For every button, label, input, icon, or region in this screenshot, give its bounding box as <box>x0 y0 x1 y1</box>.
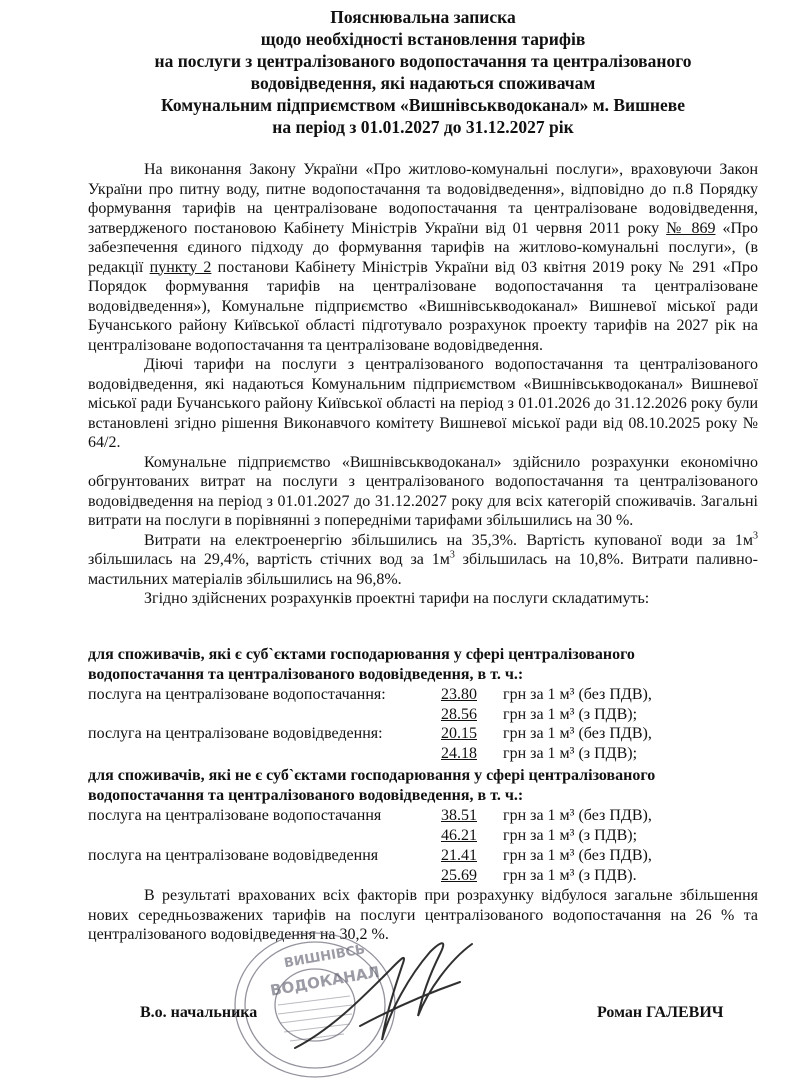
tariff-label: послуга на централізоване водовідведення <box>88 847 379 864</box>
tariff-row <box>88 705 758 725</box>
tariff-label: послуга на централізоване водопостачання <box>88 807 382 824</box>
tariff-amount: 23.80 <box>441 686 477 703</box>
tariff-row <box>88 744 758 764</box>
tariff-amount: 38.51 <box>441 807 477 824</box>
group1-heading: для споживачів, які є суб`єктами господарювання у сфері централізованого <box>88 646 635 663</box>
tariff-unit: грн за 1 м³ (без ПДВ), <box>503 686 652 703</box>
tariff-amount: 24.18 <box>441 745 477 762</box>
tariff-label: послуга на централізоване водовідведення: <box>88 725 383 742</box>
document-body <box>88 160 758 609</box>
tariff-row <box>88 846 758 866</box>
title-line: на період з 01.01.2027 до 31.12.2027 рік <box>272 117 574 137</box>
tariff-amount: 25.69 <box>441 867 477 884</box>
tariff-amount: 20.15 <box>441 725 477 742</box>
stamp-text: ВОДОКАНАЛ <box>268 962 382 1000</box>
document-page <box>88 0 758 1086</box>
tariff-unit: грн за 1 м³ (з ПДВ); <box>503 745 638 762</box>
document-title <box>88 6 758 138</box>
paragraph-cost-increase <box>88 531 758 590</box>
tariff-row <box>88 724 758 744</box>
superscript: 3 <box>753 530 758 542</box>
tariff-label: послуга на централізоване водопостачання: <box>88 686 386 703</box>
tariff-row <box>88 826 758 846</box>
title-line: Комунальним підприємством «Вишнівськводоканал» м. Вишневе <box>161 95 685 115</box>
tariff-amount: 46.21 <box>441 827 477 844</box>
group2-heading: водопостачання та централізованого водовідведення, в т. ч.: <box>88 787 524 804</box>
tariff-amount: 21.41 <box>441 847 477 864</box>
group1-heading: водопостачання та централізованого водовідведення, в т. ч.: <box>88 666 524 683</box>
tariff-row <box>88 806 758 826</box>
paragraph-cost-calculation: Комунальне підприємство «Вишнівськводоканал» здійснило розрахунки економічно обгрунтованих витрат на послуги з централізованого водопостачання та централізованого водовідведення на період з 01.01.2027 до 31.12.2027 року для всіх категорій споживачів. Загальні витрати на послуги в порівнянні з попередніми тарифами збільшились на 30 %. <box>88 453 758 529</box>
paragraph-text: «Про забезпечення єдиного підходу до формування тарифів на житлово-комунальні послуги», (в редакції <box>88 219 759 276</box>
paragraph-text: На виконання Закону України «Про житлово-комунальні послуги», враховуючи Закон України про питну воду, питне водопостачання та водовідведення», відповідно до п.8 Порядку формування тарифів на централізоване водопостачання та централізоване водовідведення, затвердженого постановою Кабінету Міністрів України від 01 червня 2011 року <box>88 161 758 237</box>
title-line: Пояснювальна записка <box>330 7 516 27</box>
signatory-position: В.о. начальника <box>140 1004 258 1021</box>
paragraph-text: збільшилась на 10,8%. Витрати паливно-мастильних матеріалів збільшились на 96,8%. <box>88 551 758 588</box>
tariff-unit: грн за 1 м³ (без ПДВ), <box>503 807 652 824</box>
tariff-unit: грн за 1 м³ (з ПДВ); <box>503 706 638 723</box>
superscript: 3 <box>449 549 455 561</box>
title-line: водовідведення, які надаються споживачам <box>250 73 596 93</box>
paragraph-text: Витрати на електроенергію збільшились на 35,3%. Вартість купованої води за 1м <box>144 531 753 549</box>
tariff-row <box>88 685 758 705</box>
decree-link[interactable]: № 869 <box>666 219 716 237</box>
title-line: на послуги з централізованого водопостачання та централізованого <box>154 51 692 71</box>
signature-scribble <box>290 930 480 1060</box>
paragraph-tariffs-intro: Згідно здійснених розрахунків проектні тарифи на послуги складатимуть: <box>144 590 650 607</box>
group2-heading: для споживачів, які не є суб`єктами господарювання у сфері централізованого <box>88 767 656 784</box>
paragraph-text: збільшилась на 29,4%, вартість стічних вод за 1м <box>88 551 450 568</box>
paragraph-current-tariffs: Діючі тарифи на послуги з централізованого водопостачання та централізованого водовідведення, які надаються Комунальним підприємством «Вишнівськводоканал» Вишневої міської ради Бучанського району Київської області на період з 01.01.2026 до 31.12.2026 року були встановлені згідно рішення Виконавчого комітету Вишневої міської ради від 08.10.2025 року № 64/2. <box>88 356 758 451</box>
paragraph-text: постанови Кабінету Міністрів України від 03 квітня 2019 року № 291 «Про Порядок формування тарифів на централізоване водопостачання та централізоване водовідведення»), Комунальне підприємство «Вишнівськводоканал» Вишневої міської ради Бучанського району Київської області підготувало розрахунок проекту тарифів на 2027 рік на централізоване водопостачання та централізоване водовідведення. <box>88 258 759 354</box>
tariff-unit: грн за 1 м³ (без ПДВ), <box>503 847 652 864</box>
tariff-row <box>88 866 758 886</box>
title-line: щодо необхідності встановлення тарифів <box>260 29 586 49</box>
tariff-unit: грн за 1 м³ (з ПДВ); <box>503 827 638 844</box>
clause-link[interactable]: пункту 2 <box>149 258 212 276</box>
paragraph-legal-basis <box>88 160 758 355</box>
stamp-text: ВИШНІВСЬ <box>282 942 367 972</box>
tariff-unit: грн за 1 м³ (з ПДВ). <box>503 867 637 884</box>
tariff-unit: грн за 1 м³ (без ПДВ), <box>503 725 652 742</box>
signatory-name: Роман ГАЛЕВИЧ <box>597 1004 724 1021</box>
paragraph-conclusion: В результаті врахованих всіх факторів при розрахунку відбулося загальне збільшення нових середньозважених тарифів на послуги централізованого водопостачання на 26 % та централізованого водовідведення на 30,2 %. <box>88 887 758 943</box>
tariff-amount: 28.56 <box>441 706 477 723</box>
